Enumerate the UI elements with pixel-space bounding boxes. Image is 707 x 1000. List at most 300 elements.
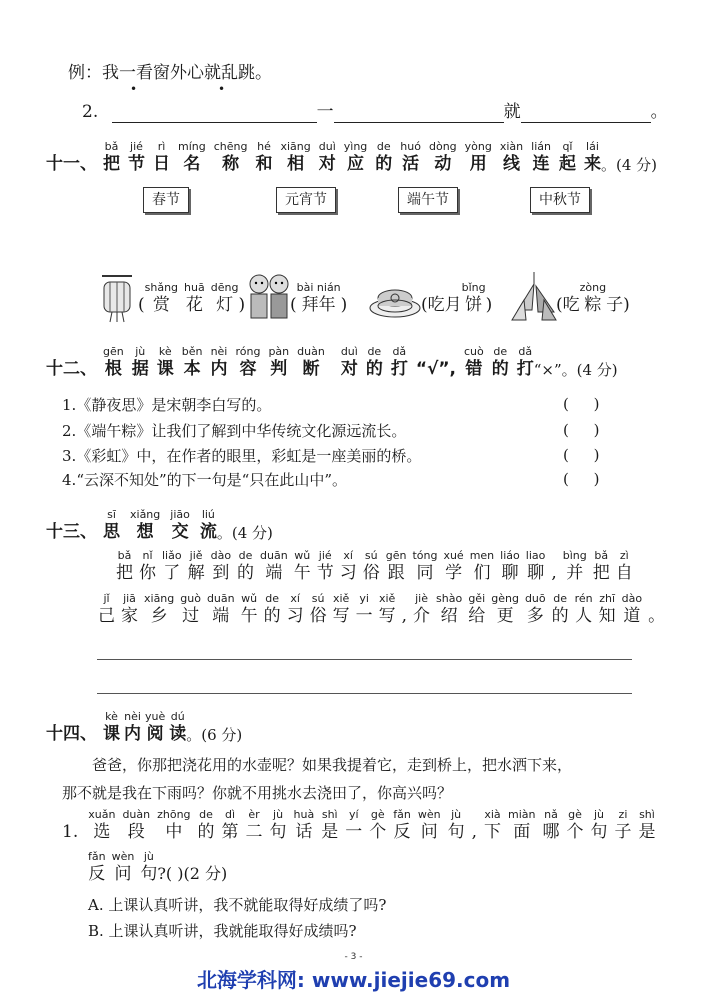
hanzi: 个 <box>369 822 387 842</box>
section-number: 十三、 <box>46 522 97 542</box>
hanzi: 句 <box>447 822 465 842</box>
ruby-char <box>222 808 239 843</box>
festival-box-dragonboat[interactable]: 端午节 <box>398 187 458 213</box>
ruby-char <box>270 808 287 843</box>
hanzi: 介 <box>413 606 431 626</box>
ruby-char <box>237 549 254 584</box>
prompt-line-2 <box>98 592 665 627</box>
ruby-char <box>386 549 407 584</box>
reading-passage-line-2: 那不就是我在下雨吗？你就不用挑水去浇田了，你高兴吗？ <box>62 784 453 802</box>
pinyin: gēn <box>385 549 407 562</box>
activity-ruby <box>462 281 486 316</box>
page-number: - 3 - <box>344 952 363 962</box>
answer-line[interactable] <box>97 693 632 694</box>
hanzi: 段 <box>127 822 145 842</box>
ruby-char <box>88 850 106 885</box>
ruby-char <box>157 345 174 380</box>
hanzi: 是 <box>321 822 339 842</box>
hanzi: 并 <box>566 563 584 583</box>
hanzi: 断 <box>302 359 320 379</box>
pinyin: bài nián <box>296 281 341 294</box>
ruby-char <box>580 281 606 316</box>
hanzi: 的 <box>551 606 569 626</box>
hanzi: 道 <box>623 606 641 626</box>
answer-parentheses[interactable]: ( ) <box>563 470 600 488</box>
pinyin: bìng <box>562 549 587 562</box>
ruby-char <box>198 808 215 843</box>
ruby-char <box>139 549 156 584</box>
ruby-char <box>402 592 407 627</box>
ruby-char <box>162 549 182 584</box>
hanzi: 的 <box>365 359 383 379</box>
hanzi: 流 <box>199 522 217 542</box>
hanzi: 。 <box>648 606 666 626</box>
pinyin: duān <box>260 549 288 562</box>
ruby-char <box>210 345 227 380</box>
section-14-heading <box>46 710 242 745</box>
pinyin: míng <box>178 140 206 153</box>
ruby-char <box>264 592 281 627</box>
ruby-char <box>599 592 616 627</box>
ruby-char <box>116 549 133 584</box>
hanzi: “√”, <box>415 359 456 379</box>
pinyin: duān <box>206 592 235 605</box>
pinyin: duì <box>340 345 358 358</box>
hanzi: 饼 <box>465 295 483 315</box>
prompt-line-1 <box>116 549 633 584</box>
hanzi: 对 <box>318 154 336 174</box>
pinyin: róng <box>235 345 261 358</box>
pinyin: jǐ <box>103 592 110 605</box>
ruby-char <box>211 281 239 316</box>
pinyin: nèi <box>210 345 228 358</box>
answer-parentheses[interactable]: ( ) <box>563 395 600 413</box>
paren-open: ( <box>290 295 297 315</box>
item-number: 1. <box>62 396 77 414</box>
activity-zongzi[interactable] <box>556 281 630 316</box>
activity-new-year-greeting[interactable] <box>290 281 347 316</box>
hanzi: 习 <box>286 606 304 626</box>
hanzi: 相 <box>287 154 305 174</box>
answer-blank[interactable] <box>334 106 504 123</box>
hanzi: 多 <box>526 606 544 626</box>
ruby-char <box>584 140 601 175</box>
example-label: 例： <box>68 63 102 83</box>
ruby-char <box>366 345 383 380</box>
hanzi: 句 <box>590 822 608 842</box>
answer-blank[interactable] <box>521 106 651 123</box>
ruby-char <box>566 808 583 843</box>
pinyin: huà <box>293 808 315 821</box>
hanzi: 起 <box>558 154 576 174</box>
hanzi: 家 <box>121 606 138 626</box>
pinyin: wǔ <box>241 592 258 605</box>
pinyin: jiāo <box>170 508 190 521</box>
pinyin: liú <box>201 508 215 521</box>
ruby-char <box>470 549 494 584</box>
hanzi: 内 <box>210 359 228 379</box>
pinyin: duō <box>524 592 546 605</box>
ruby-char <box>531 140 551 175</box>
ruby-char <box>130 508 160 543</box>
question-1-line <box>62 808 655 843</box>
pinyin: xí <box>290 592 300 605</box>
ruby-char <box>491 592 519 627</box>
hanzi: 更 <box>496 606 514 626</box>
pinyin: gēn <box>103 345 124 358</box>
ruby-char <box>182 345 203 380</box>
option-a[interactable]: A. 上课认真听讲，我不就能取得好成绩了吗? <box>88 896 387 914</box>
ruby-char <box>517 345 534 380</box>
ruby-char <box>551 549 556 584</box>
ruby-char <box>200 508 217 543</box>
pinyin: duàn <box>122 808 151 821</box>
ruby-char <box>443 549 463 584</box>
section-score: 。(4 分) <box>216 524 273 542</box>
hanzi: 连 <box>532 154 550 174</box>
hanzi: 花 <box>185 295 203 315</box>
hanzi: 本 <box>183 359 201 379</box>
section-11-heading <box>46 140 657 175</box>
ruby-char <box>484 808 501 843</box>
pinyin: xià <box>484 808 501 821</box>
hanzi: 据 <box>131 359 149 379</box>
hanzi: 节 <box>316 563 334 583</box>
festival-box-spring[interactable]: 春节 <box>143 187 189 213</box>
pinyin: zhōng <box>157 808 191 821</box>
ruby-char <box>616 549 633 584</box>
ruby-char <box>638 808 655 843</box>
ruby-char <box>103 508 120 543</box>
pinyin: bǎ <box>117 549 132 562</box>
hanzi: 到 <box>212 563 230 583</box>
watermark-footer: 北海学科网: www.jiejie69.com <box>196 968 511 992</box>
pinyin: zi <box>618 808 628 821</box>
pinyin: jù <box>143 850 154 863</box>
hanzi: 应 <box>347 154 365 174</box>
pinyin: de <box>493 345 508 358</box>
hanzi: 判 <box>270 359 288 379</box>
pinyin: lái <box>586 140 599 153</box>
judge-item <box>62 446 421 466</box>
ruby-char <box>122 808 150 843</box>
pinyin: dǎ <box>518 345 533 358</box>
hanzi: 线 <box>503 154 520 174</box>
answer-line[interactable] <box>97 659 632 660</box>
question-score: ?( )(2 分) <box>157 864 228 883</box>
hanzi: 午 <box>240 606 258 626</box>
hanzi: 反 <box>393 822 411 842</box>
pinyin: tóng <box>412 549 438 562</box>
pinyin: xiāng <box>144 592 175 605</box>
pinyin: lián <box>531 140 551 153</box>
ruby-char <box>575 592 593 627</box>
hanzi: 子 <box>614 822 632 842</box>
ruby-char <box>492 345 509 380</box>
hanzi: 称 <box>222 154 240 174</box>
hanzi: 问 <box>114 864 132 884</box>
hanzi: 一 <box>355 606 373 626</box>
ruby-char <box>590 808 607 843</box>
pinyin: de <box>265 592 279 605</box>
pinyin: yi <box>359 592 369 605</box>
example-line <box>68 62 272 84</box>
ruby-char <box>103 345 124 380</box>
hanzi: 日 <box>153 154 170 174</box>
hanzi: 话 <box>295 822 313 842</box>
activity-mooncake[interactable] <box>421 281 492 316</box>
answer-parentheses[interactable]: ( ) <box>563 421 600 439</box>
ruby-char <box>563 549 587 584</box>
pinyin: gèng <box>491 592 519 605</box>
hanzi: 第 <box>221 822 239 842</box>
hanzi: 问 <box>420 822 438 842</box>
hanzi: 自 <box>615 563 633 583</box>
ruby-char <box>98 592 115 627</box>
pinyin: xuǎn <box>88 808 116 821</box>
paren-open: (吃 <box>556 295 580 315</box>
answer-parentheses[interactable]: ( ) <box>563 446 600 464</box>
pinyin: duì <box>318 140 336 153</box>
item-number: 2. <box>62 422 77 440</box>
hanzi: 下 <box>483 822 501 842</box>
ruby-char <box>310 592 327 627</box>
hanzi: 把 <box>116 563 133 583</box>
heading-ruby-group <box>103 345 534 380</box>
pinyin: wǔ <box>294 549 311 562</box>
pinyin: xiě <box>332 592 350 605</box>
ruby-char <box>287 592 304 627</box>
reading-passage-line-1: 爸爸，你那把浇花用的水壶呢？如果我提着它，走到桥上，把水洒下来， <box>92 756 573 774</box>
hanzi: 的 <box>197 822 215 842</box>
paren-open: (吃月 <box>421 295 462 315</box>
ruby-char <box>559 140 576 175</box>
ruby-char <box>465 140 492 175</box>
judge-item <box>62 395 271 415</box>
hanzi: , <box>401 606 408 626</box>
hanzi: 粽 <box>584 295 602 315</box>
hanzi: 同 <box>416 563 434 583</box>
ruby-char <box>552 592 569 627</box>
heading-ruby-group <box>103 710 186 745</box>
question-ruby <box>88 808 655 843</box>
hanzi: 把 <box>592 563 610 583</box>
ruby-char <box>153 140 170 175</box>
pinyin: zòng <box>579 281 607 294</box>
pinyin: dào <box>621 592 643 605</box>
hanzi: 对 <box>340 359 358 379</box>
pinyin: jiě <box>189 549 203 562</box>
ruby-char <box>112 850 135 885</box>
festival-box-midautumn[interactable]: 中秋节 <box>530 187 590 213</box>
hanzi: 的 <box>237 563 255 583</box>
pinyin: jié <box>130 140 143 153</box>
hanzi: 乡 <box>150 606 168 626</box>
pinyin: jié <box>318 549 332 562</box>
section-12-heading <box>46 345 618 380</box>
ruby-char <box>436 592 462 627</box>
question-1-line-2 <box>88 850 227 885</box>
ruby-char <box>648 592 665 627</box>
hanzi: 二 <box>245 822 263 842</box>
ruby-char <box>241 592 258 627</box>
ruby-char <box>363 549 380 584</box>
pinyin: bǐng <box>461 281 486 294</box>
ruby-char <box>207 592 235 627</box>
hanzi: 打 <box>390 359 408 379</box>
hanzi: 跟 <box>387 563 405 583</box>
pinyin: kè <box>158 345 172 358</box>
pinyin: gěi <box>468 592 486 605</box>
ruby-char <box>333 592 350 627</box>
ruby-char <box>500 549 520 584</box>
ruby-char <box>344 140 368 175</box>
ruby-char <box>526 549 546 584</box>
ruby-char <box>144 592 174 627</box>
item-number: 3. <box>62 447 77 465</box>
pinyin: sú <box>311 592 325 605</box>
option-b[interactable]: B. 上课认真听讲，我就能取得好成绩吗? <box>88 922 357 940</box>
ruby-char <box>260 549 288 584</box>
hanzi: 交 <box>171 522 189 542</box>
pinyin: guò <box>180 592 201 605</box>
ruby-char <box>145 281 178 316</box>
paren-close: 子) <box>606 295 630 315</box>
ruby-char <box>393 808 411 843</box>
pinyin: dǎ <box>392 345 407 358</box>
ruby-char <box>429 140 457 175</box>
pinyin: yìng <box>343 140 368 153</box>
ruby-char <box>211 549 231 584</box>
hanzi: 的 <box>491 359 509 379</box>
ruby-char <box>297 281 341 316</box>
pinyin: de <box>553 592 567 605</box>
ruby-char <box>525 592 546 627</box>
pinyin: xí <box>343 549 353 562</box>
question-ruby <box>88 850 157 885</box>
ruby-char <box>369 808 386 843</box>
ruby-char <box>413 592 430 627</box>
fill-in-question <box>82 101 668 123</box>
pinyin: huā <box>184 281 205 294</box>
hanzi: 根 <box>104 359 122 379</box>
pinyin: liǎo <box>162 549 182 562</box>
hanzi: 俗 <box>362 563 380 583</box>
hanzi: 习 <box>339 563 357 583</box>
pinyin: de <box>367 345 382 358</box>
activity-lantern[interactable] <box>138 281 245 316</box>
hanzi: 句 <box>140 864 158 884</box>
ruby-char <box>321 808 338 843</box>
pinyin: dào <box>210 549 232 562</box>
hanzi: 学 <box>445 563 463 583</box>
pinyin: gè <box>568 808 582 821</box>
pinyin: jiā <box>123 592 136 605</box>
pinyin: zì <box>619 549 629 562</box>
pinyin: duàn <box>297 345 325 358</box>
ruby-char <box>472 808 477 843</box>
hanzi: 把 <box>103 154 120 174</box>
ruby-char <box>103 140 120 175</box>
hanzi: 写 <box>332 606 350 626</box>
question-number: 2. <box>82 102 99 122</box>
hanzi: 绍 <box>440 606 458 626</box>
ruby-char <box>391 345 408 380</box>
activity-ruby <box>145 281 239 316</box>
hanzi: 内 <box>124 724 141 744</box>
ruby-char <box>180 592 201 627</box>
ruby-char <box>319 140 336 175</box>
hanzi: 错 <box>465 359 483 379</box>
hanzi: 想 <box>136 522 154 542</box>
item-number: 4. <box>62 471 77 489</box>
hanzi: 一 <box>345 822 363 842</box>
pinyin: yí <box>348 808 359 821</box>
pinyin: bǎ <box>104 140 119 153</box>
pinyin: men <box>469 549 495 562</box>
ruby-char <box>294 808 315 843</box>
ruby-char <box>178 140 206 175</box>
pinyin: xué <box>443 549 464 562</box>
pinyin: xiě <box>378 592 396 605</box>
pinyin: huó <box>400 140 421 153</box>
ruby-char <box>170 508 190 543</box>
pinyin: liao <box>525 549 546 562</box>
ruby-char <box>140 850 157 885</box>
ruby-char <box>508 808 535 843</box>
ruby-char <box>412 549 437 584</box>
lantern-icon <box>96 272 138 328</box>
hanzi: 聊 <box>527 563 545 583</box>
ruby-char <box>416 345 456 380</box>
pinyin: liáo <box>500 549 520 562</box>
pinyin: xiǎng <box>130 508 161 521</box>
hanzi: 聊 <box>501 563 519 583</box>
hanzi: 解 <box>187 563 205 583</box>
pinyin: kè <box>105 710 118 723</box>
pinyin: fǎn <box>393 808 411 821</box>
ruby-char <box>124 710 141 745</box>
ruby-char <box>375 140 392 175</box>
answer-blank[interactable] <box>112 106 317 123</box>
ruby-char <box>169 710 186 745</box>
ruby-char <box>418 808 441 843</box>
ruby-char <box>341 345 358 380</box>
pinyin: xiàn <box>499 140 524 153</box>
pinyin: gè <box>370 808 385 821</box>
hanzi: 课 <box>103 724 120 744</box>
hanzi: 和 <box>255 154 273 174</box>
connector-word: 就 <box>503 102 521 122</box>
question-number: 1. <box>62 822 79 842</box>
hanzi: 的 <box>375 154 393 174</box>
section-score: “×”。(4 分) <box>533 361 618 379</box>
hanzi: 端 <box>212 606 230 626</box>
festival-box-lantern[interactable]: 元宵节 <box>276 187 336 213</box>
period: 。 <box>650 102 668 122</box>
pinyin: de <box>199 808 213 821</box>
pinyin: qǐ <box>562 140 573 153</box>
mooncake-icon <box>368 278 422 324</box>
hanzi: 打 <box>516 359 534 379</box>
ruby-char <box>157 808 190 843</box>
ruby-char <box>128 140 145 175</box>
pinyin: jù <box>273 808 284 821</box>
hanzi: 哪 <box>542 822 560 842</box>
hanzi: 你 <box>139 563 156 583</box>
hanzi: , <box>471 822 477 842</box>
hanzi: 读 <box>169 724 187 744</box>
